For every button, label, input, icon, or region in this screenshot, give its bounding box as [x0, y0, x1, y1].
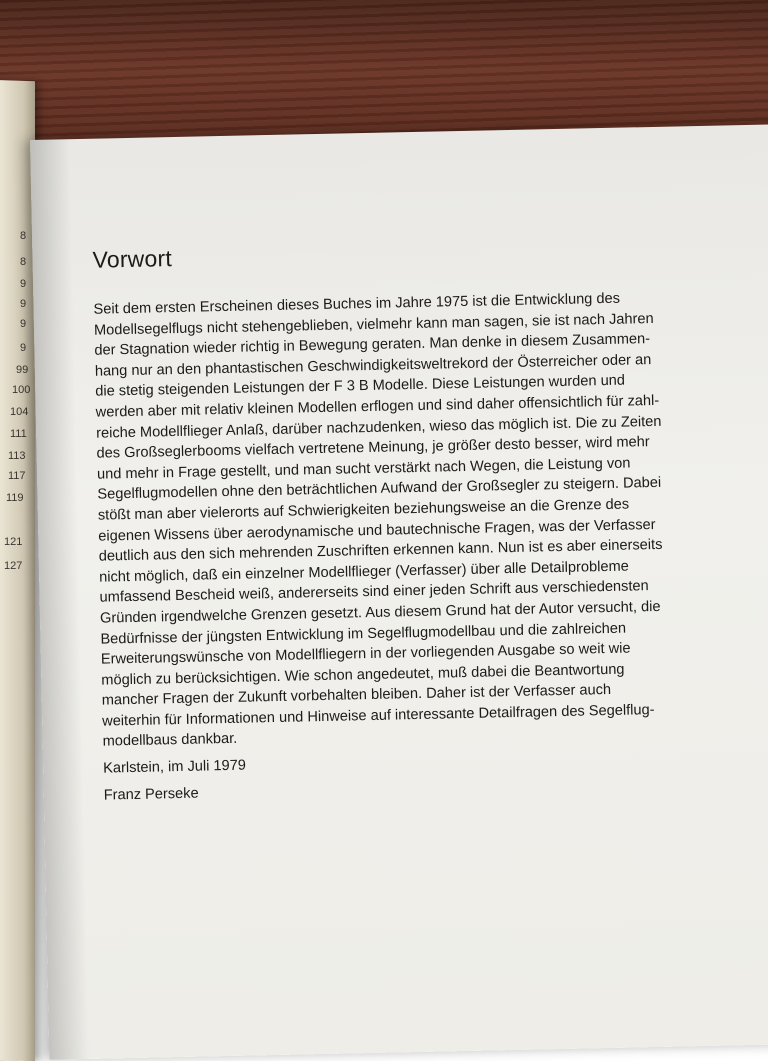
page-title: Vorwort — [92, 245, 173, 273]
text-line: mancher Fragen der Zukunft vorbehalten bleiben. Daher ist der Verfasser auch — [101, 682, 612, 709]
preface-content — [92, 234, 724, 806]
page-number: 8 — [20, 230, 27, 242]
page-number: 119 — [6, 492, 24, 504]
page-number: 9 — [20, 298, 27, 310]
right-book-page — [30, 124, 768, 1060]
text-line: möglich zu berücksichtigen. Wie schon angedeutet, muß dabei die Beantwortung — [101, 661, 625, 689]
text-line: Bedürfnisse der jüngsten Entwicklung im Segelflugmodellbau und die zahlreichen — [100, 620, 627, 648]
text-line: hang nur an den phantastischen Geschwindigkeitsweltrekord der Österreicher oder an — [94, 351, 652, 380]
text-line: Segelflugmodellen ohne den beträchtlichen Aufwand der Großsegler zu steigern. Dabei — [97, 475, 662, 504]
page-number: 100 — [12, 384, 31, 396]
text-line: werden aber mit relativ kleinen Modellen erflogen und sind daher offensichtlich für zahl- — [95, 392, 660, 421]
text-line: deutlich aus den sich mehrenden Zuschriften erkennen kann. Nun ist es aber einerseits — [98, 536, 663, 565]
page-number: 104 — [10, 406, 29, 418]
text-line: Gründen irgendwelche Grenzen gesetzt. Aus diesem Grund hat der Autor versucht, die — [99, 598, 661, 627]
text-line: modellbaus dankbar. — [102, 731, 238, 751]
text-line: nicht möglich, daß ein einzelner Modellflieger (Verfasser) über alle Detailprobleme — [99, 558, 629, 586]
text-line: der Stagnation wieder richtig in Bewegung geraten. Man denke in diesem Zusammen- — [94, 331, 651, 359]
text-line: Erweiterungswünsche von Modellfliegern in der vorliegenden Ausgabe so weit wie — [100, 640, 631, 668]
page-number: 127 — [4, 560, 23, 572]
page-number: 121 — [4, 536, 23, 548]
page-number: 9 — [20, 278, 27, 290]
text-line: Seit dem ersten Erscheinen dieses Buches im Jahre 1975 ist die Entwicklung des — [93, 290, 621, 318]
preface-body — [93, 287, 722, 753]
page-number: 9 — [20, 342, 27, 354]
text-line: weiterhin für Informationen und Hinweise auf interessante Detailfragen des Segelflug- — [102, 701, 655, 730]
page-number: 113 — [8, 450, 26, 462]
text-line: die stetig steigenden Leistungen der F 3 B Modelle. Diese Leistungen wurden und — [95, 372, 626, 401]
place-date: Karlstein, im Juli 1979 — [103, 757, 247, 777]
page-number: 9 — [20, 318, 27, 330]
text-line: Modellsegelflugs nicht stehengeblieben, vielmehr kann man sagen, sie ist nach Jahren — [93, 310, 654, 339]
text-line: umfassend Bescheid weiß, andererseits sind einer jeden Schrift aus verschiedensten — [99, 578, 649, 606]
text-line: und mehr in Frage gestellt, und man sucht verstärkt nach Wegen, die Leistung von — [96, 455, 631, 483]
text-line: reiche Modellflieger Anlaß, darüber nachzudenken, wieso das möglich ist. Die zu Zeiten — [95, 413, 662, 442]
text-line: eigenen Wissens über aerodynamische und bautechnische Fragen, was der Verfasser — [98, 516, 656, 545]
page-number: 117 — [8, 470, 26, 482]
text-line: stößt man aber vielerorts auf Schwierigkeiten beziehungsweise an die Grenze des — [97, 496, 630, 524]
page-number: 8 — [20, 256, 27, 268]
author-name: Franz Perseke — [103, 785, 199, 804]
page-number: 99 — [16, 364, 29, 376]
page-gutter-shadow — [30, 139, 89, 1060]
text-line: des Großseglerbooms vielfach vertretene Meinung, je größer desto besser, wird mehr — [96, 434, 650, 462]
page-number: 111 — [10, 428, 27, 440]
